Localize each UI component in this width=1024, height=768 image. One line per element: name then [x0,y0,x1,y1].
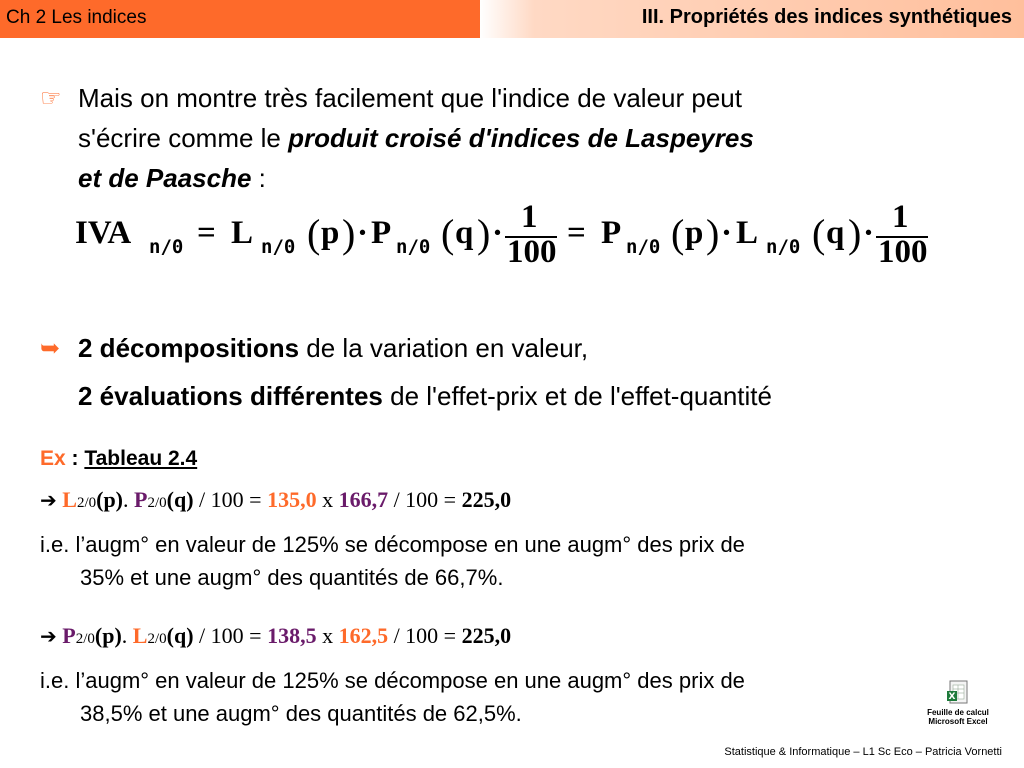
calc2-result: 225,0 [461,623,512,648]
calc1-laspeyres: L [62,487,77,512]
svg-text:X: X [948,692,956,702]
excel-label-2: Microsoft Excel [928,717,988,726]
bullet1-text: s'écrire comme le [78,123,289,153]
calc1-value-1: 135,0 [267,487,317,512]
formula-paasche: P [601,215,622,251]
calc2-value-1: 138,5 [267,623,317,648]
example-heading [40,447,197,471]
arrow-icon: ➔ [40,488,57,512]
calc2-sub: 2/0 [147,631,167,647]
calc1-sub: 2/0 [147,495,167,511]
explanation-1-line2: 35% et une augm° des quantités de 66,7%. [80,565,504,590]
formula-equals: = [567,215,586,251]
calc1-value-2: 166,7 [338,487,389,512]
calc-line-1 [40,487,511,513]
excel-embedded-object[interactable] [918,680,998,726]
bullet2-text-2: de l'effet-prix et de l'effet-quantité [382,381,772,411]
calc2-div2: / 100 = [388,623,462,648]
calc1-sep: . [123,487,135,512]
formula-numerator: 1 [892,199,909,235]
excel-label-1: Feuille de calcul [927,708,989,717]
header-left-band [0,0,480,38]
calc1-div: / 100 = [193,487,268,512]
calc1-q: (q) [166,487,194,512]
formula-dot: · [492,215,504,251]
formula-laspeyres: L [736,215,759,251]
header-bar [0,0,1024,38]
formula-sub: n/0 [261,236,296,258]
calc1-sub: 2/0 [76,495,97,511]
calc2-sub: 2/0 [75,631,95,647]
bullet1-line3 [78,158,266,198]
formula-q: q [826,215,845,251]
formula-dot: · [721,215,733,251]
formula-paren: ( [671,211,685,256]
formula-numerator: 1 [521,199,538,235]
formula-iva-symbol: IVA [75,215,132,251]
tableau-link[interactable]: Tableau 2.4 [84,447,198,470]
arrow-icon: ➔ [40,624,57,648]
formula-paren: ( [441,211,455,256]
bullet1-emphasis: produit croisé d'indices de Laspeyres [288,123,754,153]
calc2-value-2: 162,5 [338,623,389,648]
formula-denominator: 100 [507,234,557,270]
formula-equals: = [197,215,216,251]
formula-paasche: P [371,215,392,251]
bullet2-line1 [78,328,588,368]
explanation-2-line1: i.e. l’augm° en valeur de 125% se décompose en une augm° des prix de [40,668,745,693]
pointing-hand-icon: ☞ [40,85,62,112]
bullet2-text: de la variation en valeur, [299,333,589,363]
formula-paren: ) [477,211,491,256]
formula-paren: ( [307,211,321,256]
calc2-times: x [316,623,339,648]
bullet2-line2 [78,376,772,416]
formula-paren: ) [706,211,720,256]
calc1-div2: / 100 = [388,487,462,512]
formula-dot: · [863,215,875,251]
formula-sub: n/0 [766,236,801,258]
formula-paren: ( [812,211,826,256]
formula-laspeyres: L [231,215,254,251]
excel-label [918,708,998,726]
formula-denominator: 100 [878,234,928,270]
formula-dot: · [357,215,369,251]
calc1-p: (p) [96,487,124,512]
formula-sub: n/0 [626,236,661,258]
calc2-paasche: P [62,623,76,648]
bullet1-line2 [78,118,754,158]
explanation-1-line1: i.e. l’augm° en valeur de 125% se décompose en une augm° des prix de [40,532,745,557]
example-colon: : [65,447,85,470]
calc1-result: 225,0 [461,487,512,512]
calc1-times: x [316,487,339,512]
example-label: Ex [40,447,66,470]
calc2-q: (q) [166,623,194,648]
formula-q: q [455,215,474,251]
explanation-2 [40,664,970,730]
excel-file-icon [947,680,969,706]
calc2-div: / 100 = [193,623,268,648]
formula-sub: n/0 [396,236,431,258]
chapter-title: Ch 2 Les indices [6,7,147,28]
formula-p: p [685,215,704,251]
bullet1-emphasis-2: et de Paasche [78,163,252,193]
formula-sub: n/0 [149,236,184,258]
calc2-laspeyres: L [132,623,148,648]
header-right-band [480,0,1024,38]
calc-line-2 [40,623,511,649]
formula-p: p [321,215,340,251]
bullet2-emphasis-2: 2 évaluations différentes [78,381,383,411]
formula-paren: ) [342,211,356,256]
calc2-p: (p) [94,623,122,648]
explanation-2-line2: 38,5% et une augm° des quantités de 62,5%. [80,701,522,726]
formula-paren: ) [848,211,862,256]
calc2-sep: . [121,623,133,648]
section-title: III. Propriétés des indices synthétiques [641,6,1012,28]
calc1-paasche: P [134,487,148,512]
curved-arrow-icon: ➥ [40,335,61,362]
footer: Statistique & Informatique – L1 Sc Eco – Patricia Vornetti [724,746,1002,758]
bullet1-line1: Mais on montre très facilement que l'indice de valeur peut [78,83,742,113]
bullet1-colon: : [251,163,266,193]
bullet2-emphasis: 2 décompositions [78,333,300,363]
explanation-1 [40,528,970,594]
